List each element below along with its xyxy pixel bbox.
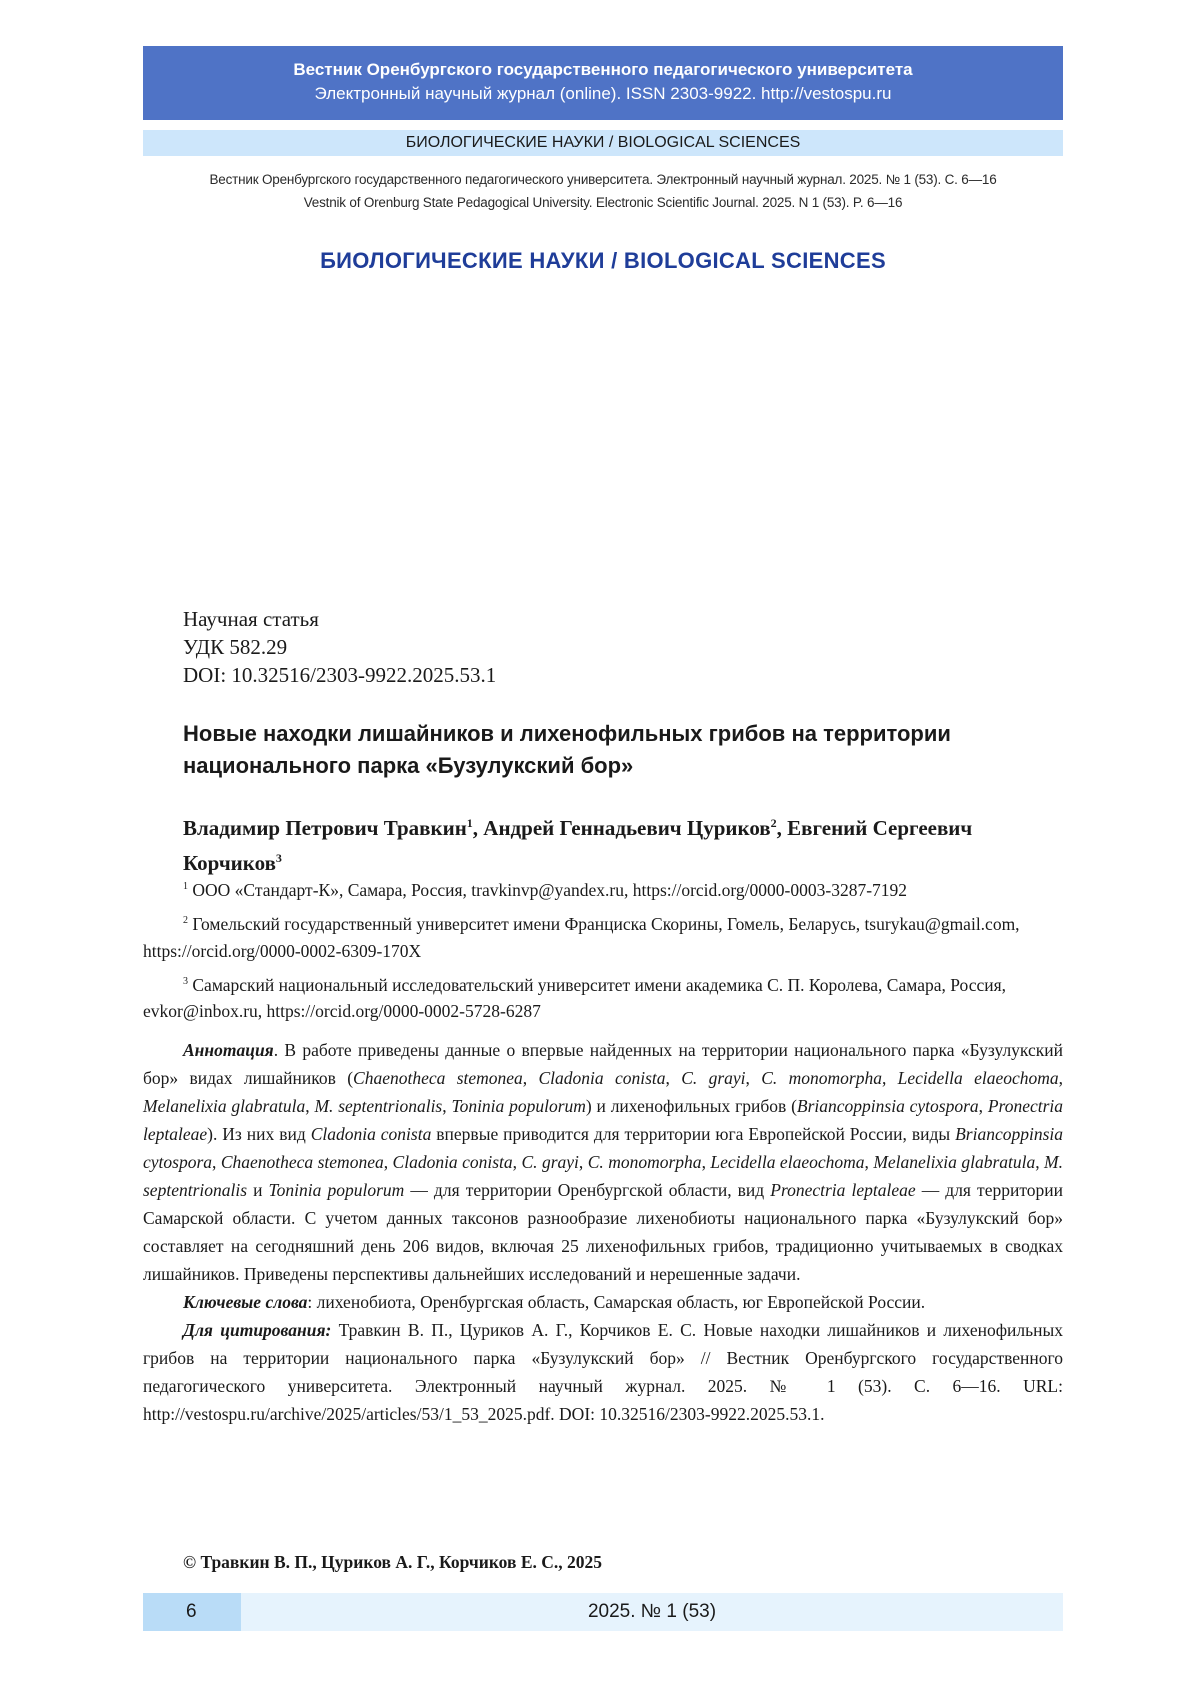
journal-subtitle: Электронный научный журнал (online). ISSN 2303-9922. http://vestospu.ru: [314, 84, 892, 103]
citation: Для цитирования: Травкин В. П., Цуриков А. Г., Корчиков Е. С. Новые находки лишайников и лихенофильных грибов на территории национального парка «Бузулукский бор» // Вестник Оренбургского государственного педагогического университета. Электронный научный журнал. 2025. № 1 (53). С. 6—16. URL: http://vestospu.ru/archive/2025/articles/53/1_53_2025.pdf. DOI: 10.32516/2303-9922.2025.53.1.: [143, 1320, 1064, 1424]
affiliation: $^2$ Гомельский государственный университет имени Франциска Скорины, Гомель, Беларусь, tsurykau@gmail.com, https://orcid.org/0000-0002-6309-170X: [143, 913, 1020, 961]
keywords: Ключевые слова: лихенобиота, Оренбургская область, Самарская область, юг Европейской России.: [183, 1292, 926, 1312]
journal-title: Вестник Оренбургского государственного педагогического университета: [293, 60, 913, 79]
section-heading: БИОЛОГИЧЕСКИЕ НАУКИ / BIOLOGICAL SCIENCES: [320, 248, 886, 273]
author-sup: 3: [275, 851, 282, 865]
affiliations: [143, 873, 1063, 1028]
article-type: Научная статья: [183, 607, 319, 631]
doi: DOI: 10.32516/2303-9922.2025.53.1: [183, 663, 497, 687]
abstract-block: [143, 1036, 1063, 1428]
journal-header: [143, 46, 1063, 120]
affiliation: $^1$ ООО «Стандарт-К», Самара, Россия, travkinvp@yandex.ru, https://orcid.org/0000-0003-3287-7192: [183, 879, 908, 900]
section-band: БИОЛОГИЧЕСКИЕ НАУКИ / BIOLOGICAL SCIENCES: [143, 130, 1063, 156]
affiliation: $^3$ Самарский национальный исследовательский университет имени академика С. П. Королева, Самара, Россия, evkor@inbox.ru, https://orcid.org/0000-0002-5728-6287: [143, 974, 1007, 1022]
abstract: Аннотация. В работе приведены данные о впервые найденных на территории национального парка «Бузулукский бор» видах лишайников (Chaenotheca stemonea, Cladonia conista, C. grayi, C. monomorpha, Lecidella elaeochoma, Melanelixia glabratula, M. septentrionalis, Toninia populorum) и лихенофильных грибов (Briancoppinsia cytospora, Pronectria leptaleae). Из них вид Cladonia conista впервые приводится для территории юга Европейской России, виды Briancoppinsia cytospora, Chaenotheca stemonea, Cladonia conista, C. grayi, C. monomorpha, Lecidella elaeochoma, Melanelixia glabratula, M. septentrionalis и Toninia populorum — для территории Оренбургской области, вид Pronectria leptaleae — для территории Самарской области. С учетом данных таксонов разнообразие лихенобиоты национального парка «Бузулукский бор» составляет на сегодняшний день 206 видов, включая 25 лихенофильных грибов, традиционно учитываемых в сводках лишайников. Приведены перспективы дальнейших исследований и нерешенные задачи.: [143, 1040, 1064, 1284]
citation-label: Для цитирования:: [183, 1320, 332, 1340]
author-name: Владимир Петрович Травкин: [183, 816, 467, 840]
article-meta: [183, 605, 496, 689]
article-title: Новые находки лишайников и лихенофильных грибов на территории национального парка «Бузулукский бор»: [183, 721, 951, 778]
keywords-label: Ключевые слова: [183, 1292, 308, 1312]
authors: Владимир Петрович Травкин$^1$, Андрей Геннадьевич Цуриков$^2$, Евгений Сергеевич Корчиков$^3$: [183, 816, 973, 875]
abstract-label: Аннотация: [183, 1040, 274, 1060]
author-sup: 1: [466, 816, 473, 830]
page-number: 6: [143, 1593, 241, 1631]
author-sup: 2: [770, 816, 777, 830]
citation-line-ru: Вестник Оренбургского государственного педагогического университета. Электронный научный журнал. 2025. № 1 (53). С. 6—16: [209, 172, 997, 187]
page-footer: [143, 1593, 1063, 1631]
author-name: Андрей Геннадьевич Цуриков: [483, 816, 771, 840]
copyright: © Травкин В. П., Цуриков А. Г., Корчиков Е. С., 2025: [183, 1552, 603, 1572]
citation-lines: [143, 168, 1063, 214]
udk: УДК 582.29: [183, 635, 288, 659]
issue-label: 2025. № 1 (53): [587, 1601, 717, 1622]
citation-line-en: Vestnik of Orenburg State Pedagogical University. Electronic Scientific Journal. 2025. N 1 (53). P. 6—16: [303, 195, 903, 210]
author-name: Евгений Сергеевич Корчиков: [183, 816, 973, 875]
